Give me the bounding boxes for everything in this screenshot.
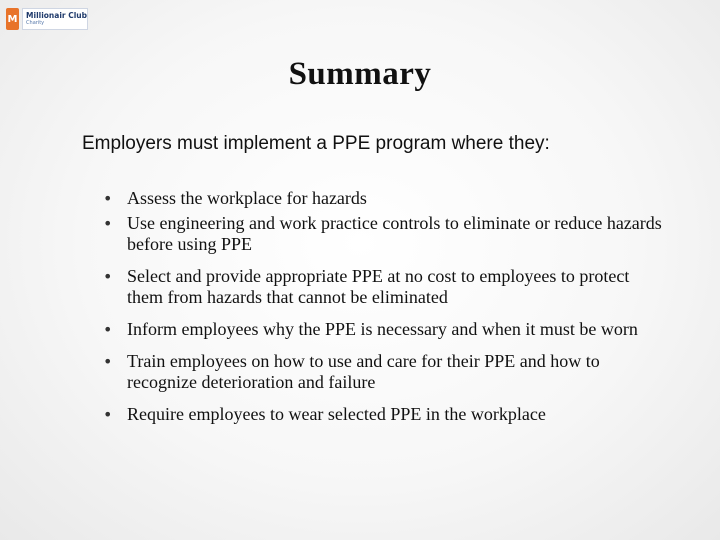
slide-subtitle: Employers must implement a PPE program where they: (82, 133, 550, 154)
bullet-item-require (103, 404, 663, 425)
logo-sub: Charity (26, 20, 45, 26)
bullet-icon: • (103, 214, 113, 233)
bullet-text: Train employees on how to use and care for their PPE and how to recognize deterioration and failure (127, 351, 600, 392)
logo-mark-icon: M (6, 8, 19, 30)
bullet-text: Select and provide appropriate PPE at no cost to employees to protect them from hazards that cannot be eliminated (127, 266, 630, 307)
bullet-list (103, 188, 663, 436)
bullet-item-train (103, 351, 663, 393)
bullet-icon: • (103, 189, 113, 208)
bullet-text: Inform employees why the PPE is necessary and when it must be worn (127, 319, 638, 339)
bullet-text: Use engineering and work practice controls to eliminate or reduce hazards before using PPE (127, 213, 662, 254)
bullet-icon: • (103, 352, 113, 371)
bullet-item-inform (103, 319, 663, 340)
bullet-icon: • (103, 320, 113, 339)
bullet-item-assess (103, 188, 663, 209)
bullet-item-provide (103, 266, 663, 308)
logo-wordmark (22, 8, 88, 30)
bullet-text: Assess the workplace for hazards (127, 188, 367, 208)
bullet-icon: • (103, 267, 113, 286)
bullet-item-controls (103, 213, 663, 255)
logo (6, 8, 88, 30)
bullet-text: Require employees to wear selected PPE in the workplace (127, 404, 546, 424)
logo-name: Millionair Club (26, 11, 87, 20)
bullet-icon: • (103, 405, 113, 424)
slide-title: Summary (288, 56, 432, 92)
